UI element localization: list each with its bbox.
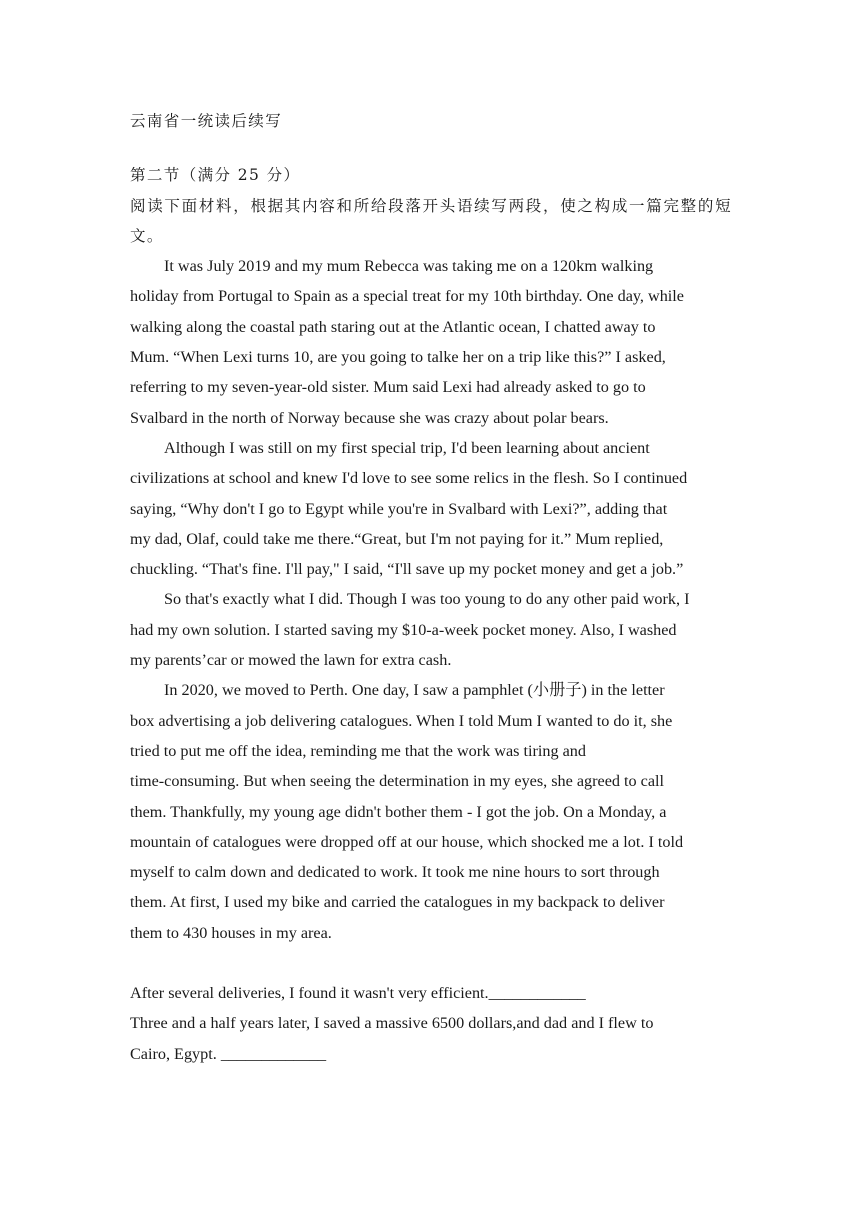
paragraph-line: time-consuming. But when seeing the determination in my eyes, she agreed to call (130, 772, 665, 791)
paragraph-line: holiday from Portugal to Spain as a special treat for my 10th birthday. One day, while (130, 287, 684, 306)
prompt-line-2: Three and a half years later, I saved a massive 6500 dollars,and dad and I flew to (130, 1014, 654, 1033)
paragraph-line: referring to my seven-year-old sister. Mum said Lexi had already asked to go to (130, 378, 646, 397)
document-body (130, 106, 732, 1069)
paragraph-line: had my own solution. I started saving my $10-a-week pocket money. Also, I washed (130, 620, 677, 639)
prompt-line-1: After several deliveries, I found it wasn't very efficient.____________ (130, 984, 586, 1003)
story-paragraph-1 (130, 251, 732, 433)
story-paragraph-2 (130, 433, 732, 584)
paragraph-line: them to 430 houses in my area. (130, 923, 332, 942)
paragraph-line: Although I was still on my first special trip, I'd been learning about ancient (164, 438, 650, 457)
paragraph-line: my dad, Olaf, could take me there.“Great, but I'm not paying for it.” Mum replied, (130, 529, 664, 548)
blank-gap (130, 948, 732, 978)
paragraph-line: them. Thankfully, my young age didn't bother them - I got the job. On a Monday, a (130, 802, 667, 821)
section-heading: 第二节（满分 25 分） (130, 166, 301, 185)
paragraph-line: tried to put me off the idea, reminding me that the work was tiring and (130, 741, 586, 760)
paragraph-line: It was July 2019 and my mum Rebecca was taking me on a 120km walking (164, 257, 654, 276)
paragraph-line: In 2020, we moved to Perth. One day, I saw a pamphlet (小册子) in the letter (164, 681, 665, 700)
paragraph-line: them. At first, I used my bike and carried the catalogues in my backpack to deliver (130, 893, 665, 912)
paragraph-line: chuckling. “That's fine. I'll pay," I said, “I'll save up my pocket money and get a job.” (130, 560, 684, 579)
paragraph-line: mountain of catalogues were dropped off at our house, which shocked me a lot. I told (130, 832, 684, 851)
paragraph-line: box advertising a job delivering catalogues. When I told Mum I wanted to do it, she (130, 711, 673, 730)
story-paragraph-4 (130, 675, 732, 948)
paragraph-line: walking along the coastal path staring out at the Atlantic ocean, I chatted away to (130, 317, 656, 336)
paragraph-line: civilizations at school and knew I'd love to see some relics in the flesh. So I continued (130, 469, 688, 488)
paragraph-line: my parents’car or mowed the lawn for extra cash. (130, 651, 452, 670)
doc-title: 云南省一统读后续写 (130, 112, 283, 130)
continuation-prompts (130, 978, 732, 1069)
paragraph-line: saying, “Why don't I go to Egypt while you're in Svalbard with Lexi?”, adding that (130, 499, 668, 518)
instruction-text: 阅读下面材料，根据其内容和所给段落开头语续写两段，使之构成一篇完整的短文。 (130, 196, 732, 245)
prompt-line-3: Cairo, Egypt. _____________ (130, 1044, 327, 1063)
paragraph-line: Mum. “When Lexi turns 10, are you going to talke her on a trip like this?” I asked, (130, 348, 666, 367)
paragraph-line: So that's exactly what I did. Though I was too young to do any other paid work, I (164, 590, 690, 609)
paragraph-line: Svalbard in the north of Norway because she was crazy about polar bears. (130, 408, 609, 427)
paragraph-line: myself to calm down and dedicated to work. It took me nine hours to sort through (130, 863, 660, 882)
story-paragraph-3 (130, 584, 732, 675)
